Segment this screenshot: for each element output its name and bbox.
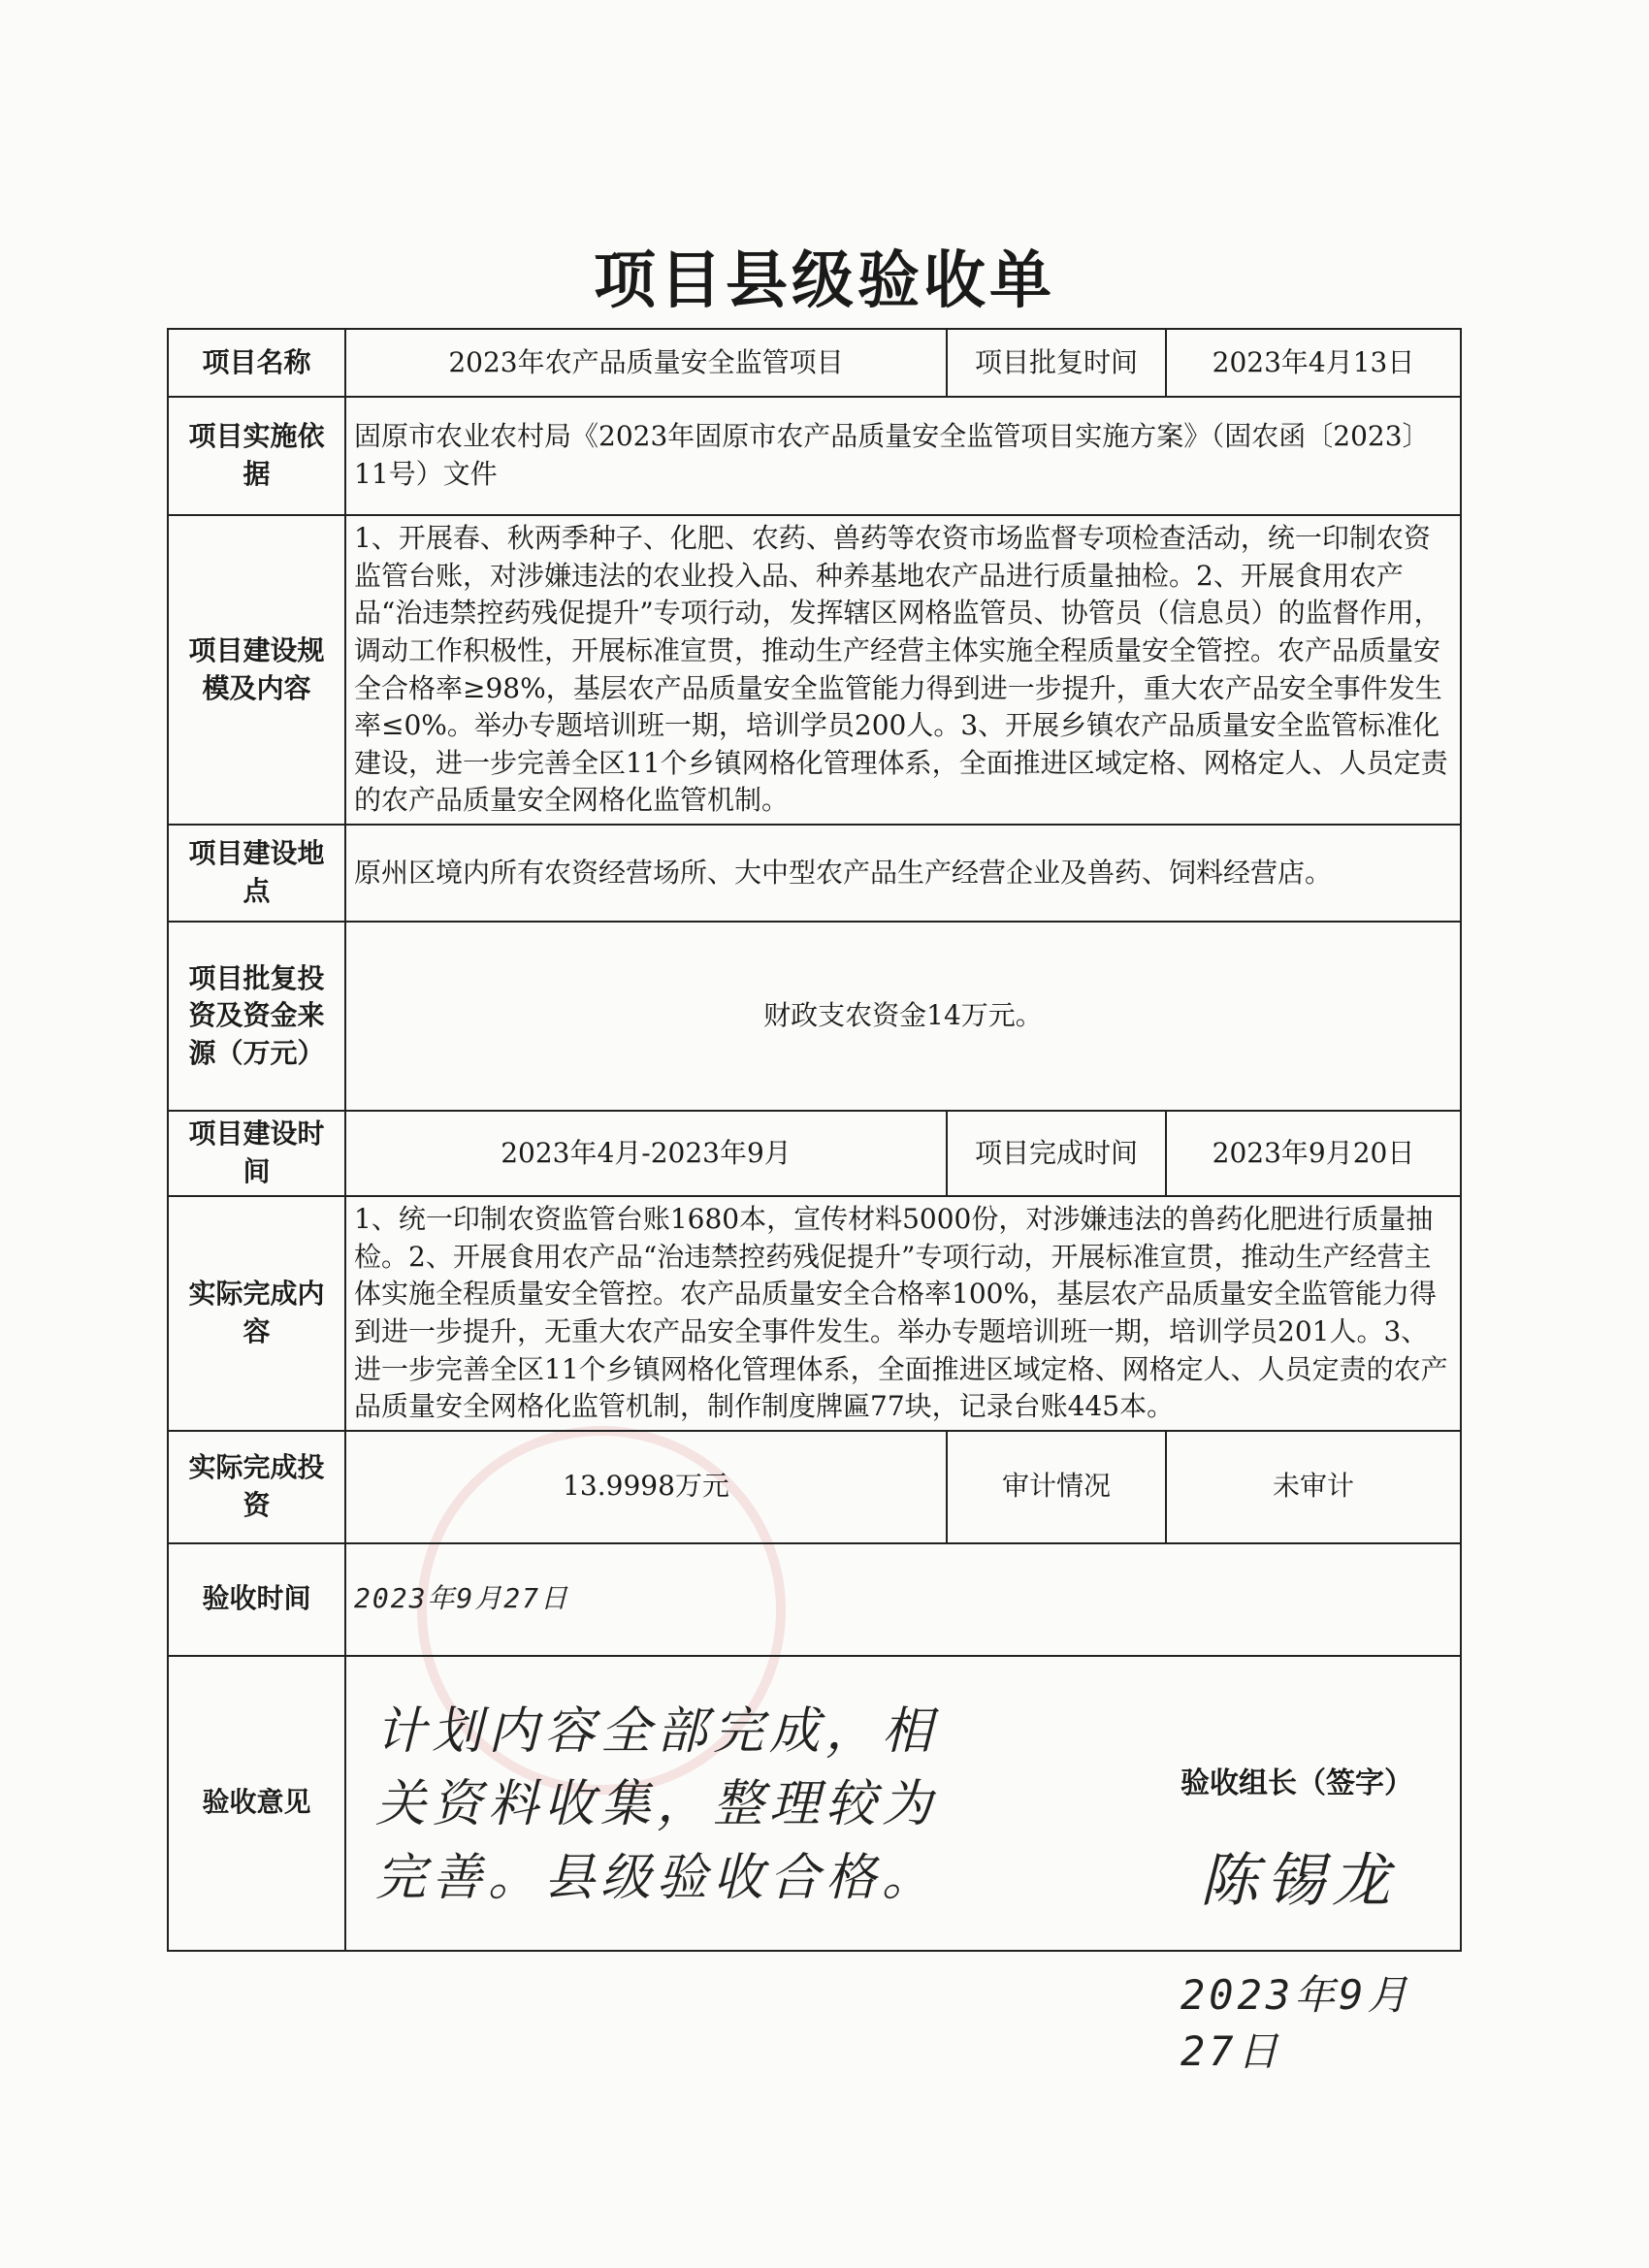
actual-content-label: 实际完成内容 xyxy=(168,1196,345,1431)
scale-value: 1、开展春、秋两季种子、化肥、农药、兽药等农资市场监督专项检查活动，统一印制农资监管台账，对涉嫌违法的农业投入品、种养基地农产品进行质量抽检。2、开展食用农产品“治违禁控药残促提升”专项行动，发挥辖区网格监管员、协管员（信息员）的监督作用，调动工作积极性，开展标准宣贯，推动生产经营主体实施全程质量安全管控。农产品质量安全合格率≥98%，基层农产品质量安全监管能力得到进一步提升，重大农产品安全事件发生率≤0%。举办专题培训班一期，培训学员200人。3、开展乡镇农产品质量安全监管标准化建设，进一步完善全区11个乡镇网格化管理体系，全面推进区域定格、网格定人、人员定责的农产品质量安全网格化监管机制。 xyxy=(345,515,1461,825)
acceptance-time-value: 2023年9月27日 xyxy=(345,1543,1461,1656)
audit-value: 未审计 xyxy=(1166,1431,1461,1543)
basis-label: 项目实施依据 xyxy=(168,397,345,515)
project-name-value: 2023年农产品质量安全监管项目 xyxy=(345,329,947,397)
actual-content-value: 1、统一印制农资监管台账1680本，宣传材料5000份，对涉嫌违法的兽药化肥进行质量抽检。2、开展食用农产品“治违禁控药残促提升”专项行动，开展标准宣贯，推动生产经营主体实施全程质量安全管控。农产品质量安全合格率100%，基层农产品质量安全监管能力得到进一步提升，无重大农产品安全事件发生。举办专题培训班一期，培训学员201人。3、进一步完善全区11个乡镇网格化管理体系，全面推进区域定格、网格定人、人员定责的农产品质量安全网格化监管机制，制作制度牌匾77块，记录台账445本。 xyxy=(345,1196,1461,1431)
acceptance-time-label: 验收时间 xyxy=(168,1543,345,1656)
actual-investment-label: 实际完成投资 xyxy=(168,1431,345,1543)
acceptance-form xyxy=(167,328,1462,2075)
construction-time-value: 2023年4月-2023年9月 xyxy=(345,1111,947,1196)
investment-label: 项目批复投资及资金来源（万元） xyxy=(168,922,345,1111)
scale-label: 项目建设规模及内容 xyxy=(168,515,345,825)
signature-date: 2023年9月27日 xyxy=(1180,1970,1412,2075)
investment-value: 财政支农资金14万元。 xyxy=(345,922,1461,1111)
page-title: 项目县级验收单 xyxy=(594,245,1055,317)
actual-investment-value: 13.9998万元 xyxy=(345,1431,947,1543)
project-name-label: 项目名称 xyxy=(168,329,345,397)
leader-signature-label: 验收组长（签字） xyxy=(1180,1766,1413,1800)
approval-time-label: 项目批复时间 xyxy=(947,329,1166,397)
basis-value: 固原市农业农村局《2023年固原市农产品质量安全监管项目实施方案》（固农函〔2023〕11号）文件 xyxy=(345,397,1461,515)
audit-label: 审计情况 xyxy=(947,1431,1166,1543)
location-label: 项目建设地点 xyxy=(168,825,345,922)
approval-time-value: 2023年4月13日 xyxy=(1166,329,1461,397)
location-value: 原州区境内所有农资经营场所、大中型农产品生产经营企业及兽药、饲料经营店。 xyxy=(345,825,1461,922)
completion-time-label: 项目完成时间 xyxy=(947,1111,1166,1196)
opinion-cell xyxy=(345,1656,1461,2075)
leader-signature: 陈锡龙 xyxy=(1200,1846,1398,1915)
opinion-label: 验收意见 xyxy=(168,1656,345,1951)
opinion-text: 计划内容全部完成，相关资料收集，整理较为完善。县级验收合格。 xyxy=(375,1701,939,1907)
construction-time-label: 项目建设时间 xyxy=(168,1111,345,1196)
completion-time-value: 2023年9月20日 xyxy=(1166,1111,1461,1196)
